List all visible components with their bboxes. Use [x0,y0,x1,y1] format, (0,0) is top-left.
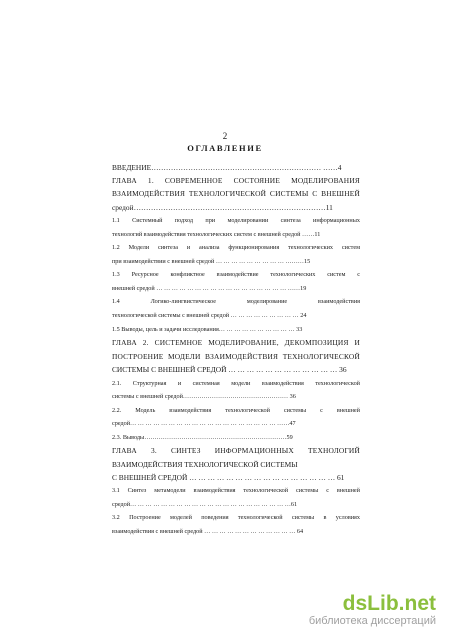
toc-entry: технологий взаимодействия технологических систем с внешней средой ……11 [112,231,321,238]
toc-entry: 1.2 Модели синтеза и анализа функционирования технологических систем [112,244,360,251]
toc-entry: 1.3 Ресурсное конфликтное взаимодействие технологических систем с [112,271,360,278]
toc-entry: 2.2. Модель взаимодействия технологической системы с внешней [112,407,360,414]
toc-title: ОГЛАВЛЕНИЕ [187,143,263,153]
toc-entry: при взаимодействии с внешней средой … … … … … … … … … ………15 [112,258,311,265]
watermark-subtitle: библиотека диссертаций [308,615,436,627]
toc-entry: средой… … … … … … … … … … … … … … … … … … … … …61 [112,501,298,508]
toc-entry: средой… … … … … … … … … … … … … … … … … … … ……47 [112,420,296,427]
toc-entry: 1.5 Выводы, цель и задачи исследования… … … … … … … … … … 33 [112,326,303,333]
toc-entry: взаимодействия с внешней средой … … … … … … … … … … … … 64 [112,528,304,535]
toc-entry: 2.1. Структурная и системная модели взаимодействия технологической [112,380,360,387]
toc-entry: внешней средой … … … … … … … … … … … … … … … … … ……19 [112,285,307,292]
toc-entry: С ВНЕШНЕЙ СРЕДОЙ … … … … … … … … … … … … … … … … 61 [112,473,345,482]
toc-entry: ГЛАВА 1. СОВРЕМЕННОЕ СОСТОЯНИЕ МОДЕЛИРОВАНИЯ [112,176,360,185]
toc-entry: 1.4 Логико-лингвистическое моделирование взаимодействия [112,298,360,305]
toc-entry: 1.1 Системный подход при моделировании синтеза информационных [112,217,360,224]
toc-entry: средой……………………………………………………………………11 [112,203,333,212]
toc-entry: ПОСТРОЕНИЕ МОДЕЛИ ВЗАИМОДЕЙСТВИЯ ТЕХНОЛОГИЧЕСКОЙ [112,352,360,361]
toc-entry: технологической системы с внешней средой … … … … … … … … … 24 [112,312,307,319]
toc-entry: ВЗАИМОДЕЙСТВИЯ ТЕХНОЛОГИЧЕСКОЙ СИСТЕМЫ С ВНЕШНЕЙ [112,189,360,198]
watermark-logo: dsLib.net [342,592,436,615]
toc-entry: ВЗАИМОДЕЙСТВИЯ ТЕХНОЛОГИЧЕСКОЙ СИСТЕМЫ [112,460,298,469]
toc-entry: 2.3. Выводы……………………………………………………………59 [112,434,293,441]
toc-entry: системы с внешней средой…………………………………………… 36 [112,393,296,400]
page-number: 2 [222,131,228,141]
toc-entry: ГЛАВА 3. СИНТЕЗ ИНФОРМАЦИОННЫХ ТЕХНОЛОГИЙ [112,446,360,455]
toc-entry: СИСТЕМЫ С ВНЕШНЕЙ СРЕДОЙ … … … … … … … … … … … … 36 [112,365,347,374]
toc-entry: ГЛАВА 2. СИСТЕМНОЕ МОДЕЛИРОВАНИЕ, ДЕКОМПОЗИЦИЯ И [112,338,360,347]
toc-entry: 3.1 Синтез метамодели взаимодействия технологической системы с внешней [112,487,360,494]
toc-entry: 3.2 Построение моделей поведения технологической системы в условиях [112,514,360,521]
toc-entry: ВВЕДЕНИЕ…………………………………………………………… ……4 [112,163,342,172]
